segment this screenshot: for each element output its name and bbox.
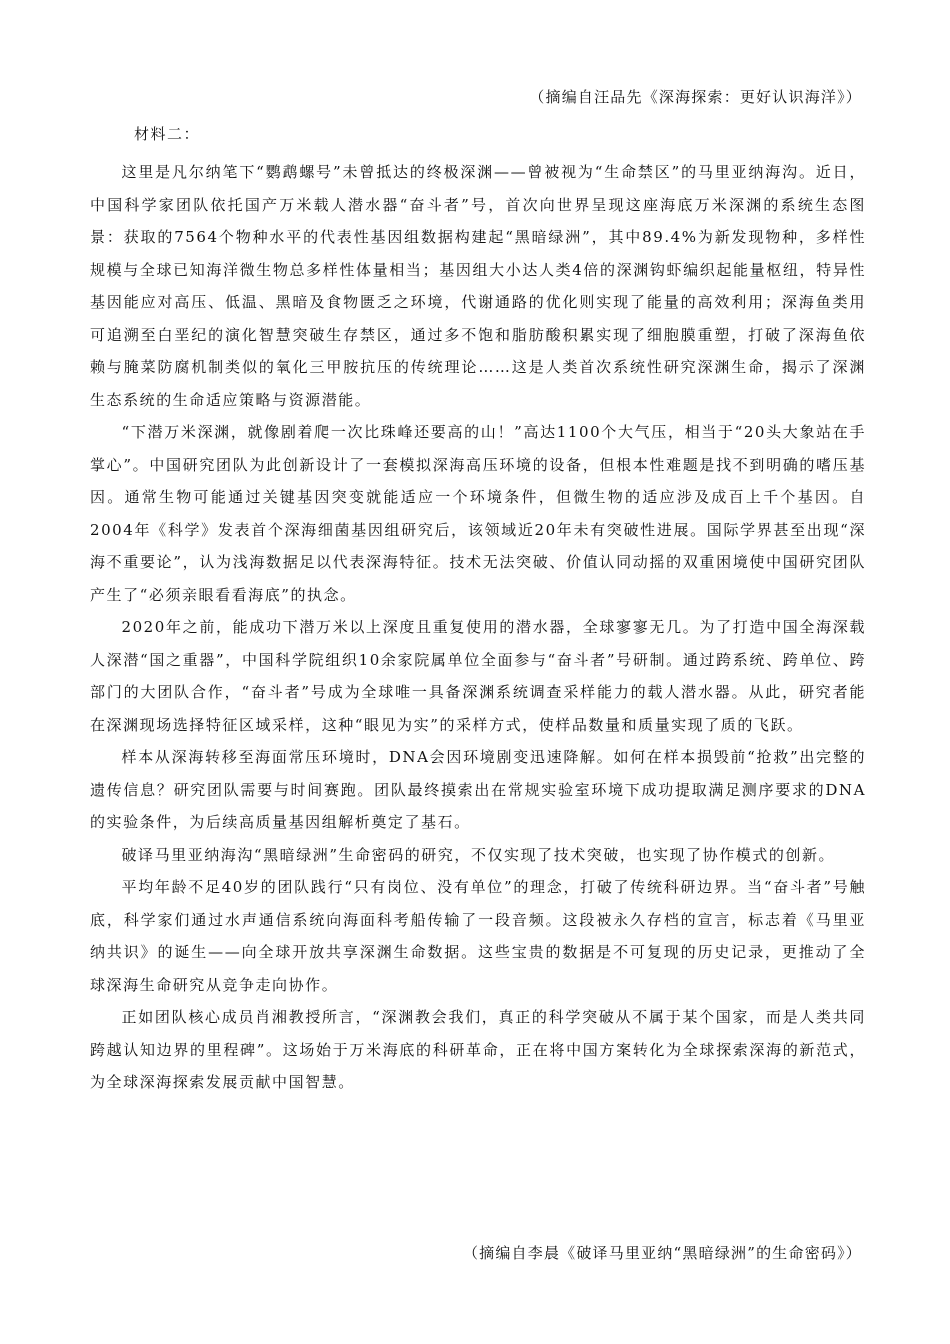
paragraph-5: 破译马里亚纳海沟“黑暗绿洲”生命密码的研究，不仅实现了技术突破，也实现了协作模式的创新。 xyxy=(121,845,836,864)
source-citation-bottom: （摘编自李晨《破译马里亚纳“黑暗绿洲”的生命密码》） xyxy=(462,1244,862,1262)
paragraph-6: 平均年龄不足40岁的团队践行“只有岗位、没有单位”的理念，打破了传统科研边界。当“奋斗者”号触底，科学家们通过水声通信系统向海面科考船传输了一段音频。这段被永久存档的宣言，标志着《马里亚纳共识》的诞生——向全球开放共享深渊生命数据。这些宝贵的数据是不可复现的历史记录，更推动了全球深海生命研究从竞争走向协作。 xyxy=(90,878,866,994)
paragraph-1: 这里是凡尔纳笔下“鹦鹉螺号”未曾抵达的终极深渊——曾被视为“生命禁区”的马里亚纳海沟。近日，中国科学家团队依托国产万米载人潜水器“奋斗者”号，首次向世界呈现这座海底万米深渊的系统生态图景：获取的7564个物种水平的代表性基因组数据构建起“黑暗绿洲”，其中89.4%为新发现物种，多样性规模与全球已知海洋微生物总多样性体量相当；基因组大小达人类4倍的深渊钩虾编织起能量枢纽，特异性基因能应对高压、低温、黑暗及食物匮乏之环境，代谢通路的优化则实现了能量的高效利用；深海鱼类用可追溯至白垩纪的演化智慧突破生存禁区，通过多不饱和脂肪酸积累实现了细胞膜重塑，打破了深海鱼依赖与腌菜防腐机制类似的氧化三甲胺抗压的传统理论……这是人类首次系统性研究深渊生命，揭示了深渊生态系统的生命适应策略与资源潜能。 xyxy=(90,163,866,409)
paragraph-3: 2020年之前，能成功下潜万米以上深度且重复使用的潜水器，全球寥寥无几。为了打造中国全海深载人深潜“国之重器”，中国科学院组织10余家院属单位全面参与“奋斗者”号研制。通过跨系统、跨单位、跨部门的大团队合作，“奋斗者”号成为全球唯一具备深渊系统调查采样能力的载人潜水器。从此，研究者能在深渊现场选择特征区域采样，这种“眼见为实”的采样方式，使样品数量和质量实现了质的飞跃。 xyxy=(90,618,866,734)
paragraph-2: “下潜万米深渊，就像剧着爬一次比珠峰还要高的山！”高达1100个大气压，相当于“20头大象站在手掌心”。中国研究团队为此创新设计了一套模拟深海高压环境的设备，但根本性难题是找不到明确的嗜压基因。通常生物可能通过关键基因突变就能适应一个环境条件，但微生物的适应涉及成百上千个基因。自2004年《科学》发表首个深海细菌基因组研究后，该领域近20年未有突破性进展。国际学界甚至出现“深海不重要论”，认为浅海数据足以代表深海特征。技术无法突破、价值认同动摇的双重困境使中国研究团队产生了“必须亲眼看看海底”的执念。 xyxy=(90,423,866,604)
section-label: 材料二： xyxy=(134,125,201,143)
article-body xyxy=(90,156,866,1099)
paragraph-4: 样本从深海转移至海面常压环境时，DNA会因环境剧变迅速降解。如何在样本损毁前“抢救”出完整的遗传信息？研究团队需要与时间赛跑。团队最终摸索出在常规实验室环境下成功提取满足测序要求的DNA的实验条件，为后续高质量基因组解析奠定了基石。 xyxy=(90,748,866,831)
source-citation-top: （摘编自汪品先《深海探索：更好认识海洋》） xyxy=(529,88,862,106)
paragraph-7: 正如团队核心成员肖湘教授所言，“深渊教会我们，真正的科学突破从不属于某个国家，而是人类共同跨越认知边界的里程碑”。这场始于万米海底的科研革命，正在将中国方案转化为全球探索深海的新范式，为全球深海探索发展贡献中国智慧。 xyxy=(90,1008,866,1091)
